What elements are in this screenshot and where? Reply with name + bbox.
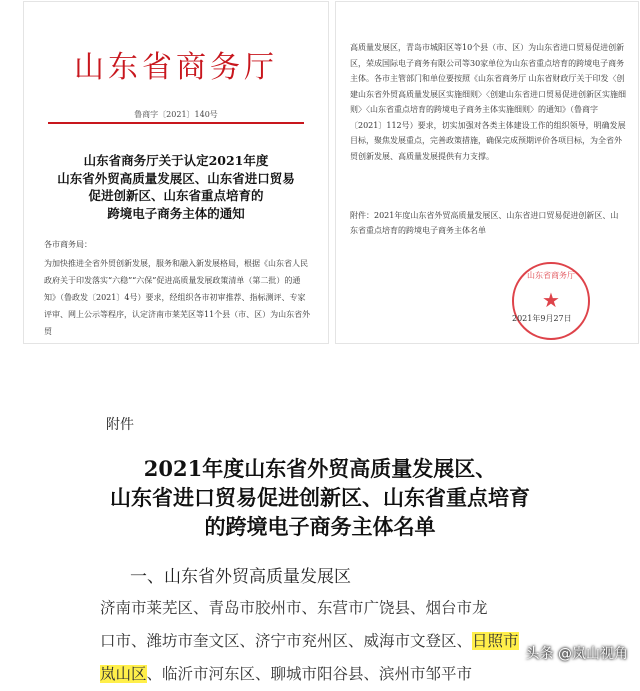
district-list xyxy=(100,592,568,691)
list-title-line: 的跨境电子商务主体名单 xyxy=(204,514,436,539)
issue-date: 2021年9月27日 xyxy=(512,314,572,323)
section-heading: 一、山东省外贸高质量发展区 xyxy=(130,567,351,587)
document-number: 鲁商字〔2021〕140号 xyxy=(134,110,218,119)
notice-body-text: 为加快推进全省外贸创新发展，服务和融入新发展格局，根据《山东省人民政府关于印发落实“六稳”“六保”促进高质量发展政策清单（第二批）的通知》（鲁政发〔2021〕4号）要求，经组织各市初审推荐、指标测评、专家评审、网上公示等程序，认定济南市莱芜区等11个县（市、区）为山东省外贸 xyxy=(44,259,311,336)
notice-page-2 xyxy=(336,2,638,343)
list-text: 口市、潍坊市奎文区、济宁市兖州区、威海市文登区、 xyxy=(100,632,473,650)
salutation: 各市商务局： xyxy=(44,240,92,249)
notice-page-1 xyxy=(24,2,328,343)
attachment-note: 附件：2021年度山东省外贸高质量发展区、山东省进口贸易促进创新区、山东省重点培育的跨境电子商务主体名单 xyxy=(350,211,619,235)
list-title-line: 山东省进口贸易促进创新区、山东省重点培育 xyxy=(110,485,530,510)
notice-title xyxy=(40,152,312,222)
notice-body-continued: 高质量发展区，青岛市城阳区等10个县（市、区）为山东省进口贸易促进创新区，荣成国际电子商务有限公司等30家单位为山东省重点培育的跨境电子商务主体。各市主管部门和单位要按照《山东省商务厅 山东省财政厅关于印发〈创建山东省外贸高质量发展区实施细则〉〈创建山东省进口贸易促进创新区实施细则〉〈山东省重点培育的跨境电子商务主体实施细则〉的通知》（鲁商字〔2021〕112号）要求，切实加强对各类主体建设工作的组织领导，明确发展目标，聚焦发展重点，完善政策措施，确保完成预期评价各项目标，为全省外贸创新发展、高质量发展提供有力支撑。 xyxy=(350,43,626,161)
red-divider xyxy=(48,122,304,124)
notice-title-line: 山东省商务厅关于认定2021年度 xyxy=(83,153,269,168)
official-seal xyxy=(512,262,590,340)
seal-text: 山东省商务厅 xyxy=(527,271,575,280)
watermark: 头条 @岚山视角 xyxy=(525,646,628,662)
list-text: 、临沂市河东区、聊城市阳谷县、滨州市邹平市 xyxy=(146,665,473,683)
attachment-label: 附件 xyxy=(106,417,134,433)
list-line xyxy=(100,625,568,658)
notice-title-line: 山东省外贸高质量发展区、山东省进口贸易 xyxy=(57,170,295,186)
seal-star-icon: ★ xyxy=(542,288,560,312)
issuer-header: 山东省商务厅 xyxy=(74,50,278,85)
list-line: 济南市莱芜区、青岛市胶州市、东营市广饶县、烟台市龙 xyxy=(100,599,488,617)
notice-title-line: 促进创新区、山东省重点培育的 xyxy=(88,188,264,203)
notice-title-line: 跨境电子商务主体的通知 xyxy=(107,205,245,221)
attachment-page xyxy=(0,382,640,683)
highlighted-district: 岚山区 xyxy=(100,665,147,683)
list-title xyxy=(0,454,640,541)
list-line xyxy=(100,658,568,691)
highlighted-district: 日照市 xyxy=(472,632,519,650)
list-title-line: 2021年度山东省外贸高质量发展区、 xyxy=(143,456,497,481)
